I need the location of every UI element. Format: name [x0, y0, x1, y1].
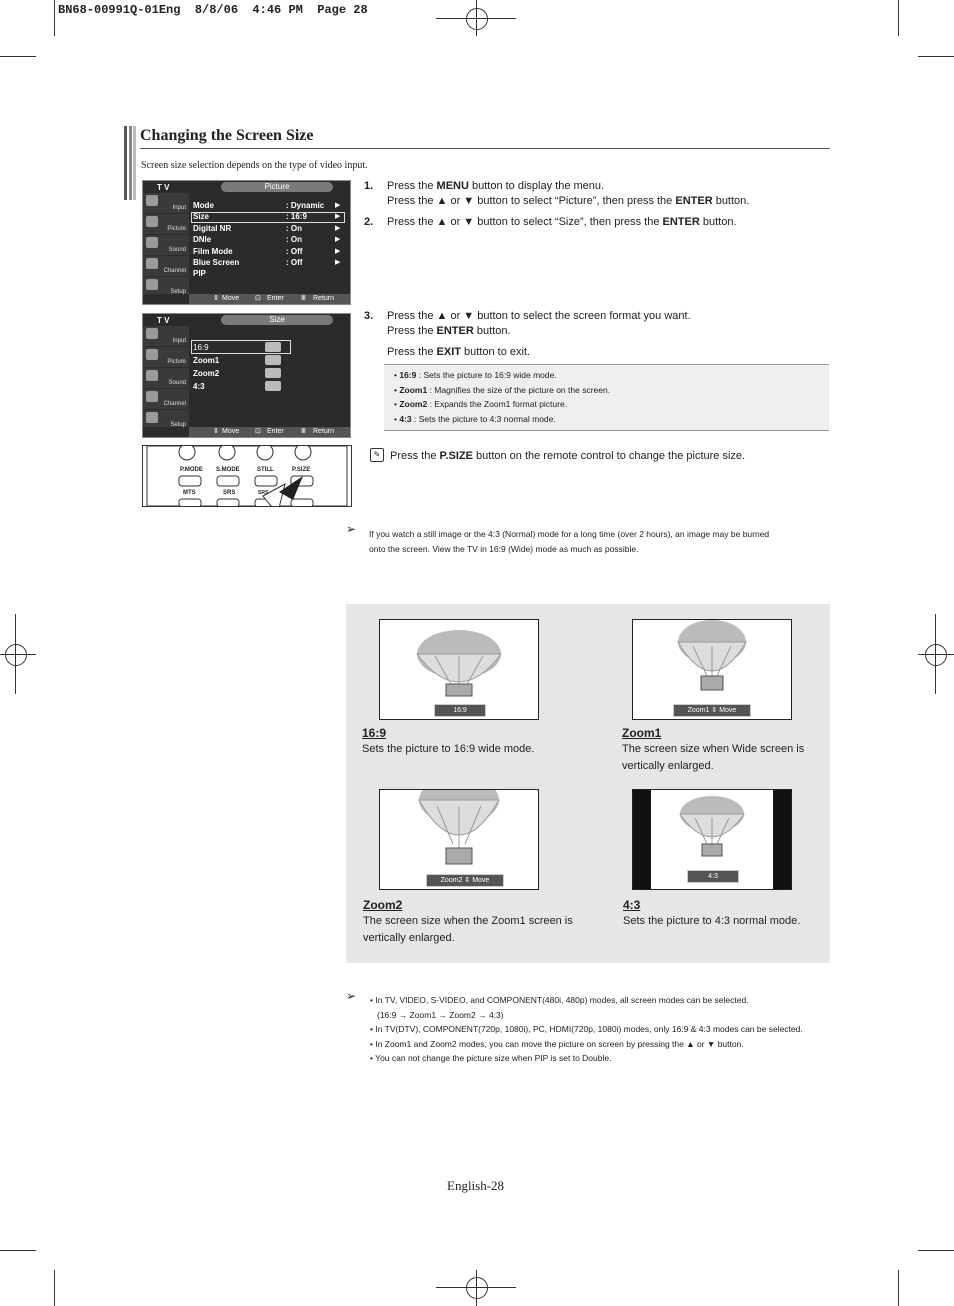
crop-mark	[898, 1270, 899, 1306]
screen-zoom2-preview	[379, 789, 539, 890]
screen-zoom1-preview	[632, 619, 792, 720]
osd-footer: ⇕ Move ⊡ Enter Ⅲ Return	[189, 427, 350, 437]
osd-row-label: Film Mode	[193, 247, 233, 256]
size-preview-icon	[265, 342, 281, 352]
step-3-text: Press the ▲ or ▼ button to select the screen format you want. Press the ENTER button. Press the EXIT button to exit.	[387, 310, 691, 358]
channel-icon	[146, 391, 158, 402]
step-1-text: Press the MENU button to display the menu. Press the ▲ or ▼ button to select “Picture”, then press the ENTER button.	[387, 180, 750, 207]
mode-description: The screen size when Wide screen is vertically enlarged.	[622, 743, 805, 772]
bottom-notes: • In TV, VIDEO, S-VIDEO, and COMPONENT(480i, 480p) modes, all screen modes can be selected. (16:9 → Zoom1 → Zoom2 → 4:3) • In TV(DTV), COMPONENT(720p, 1080i), PC, HDMI(720p, 1080i) modes, only 16:9 & 4:3 modes can be selected. • In Zoom1 and Zoom2 modes, you can move the picture on screen by pressing the ▲ or ▼ button. • You can not change the picture size when PIP is set to Double.	[370, 995, 803, 1064]
screen-4-3-preview	[632, 789, 792, 890]
osd-row-value: : Off	[286, 258, 303, 267]
remote-control-illustration: P.MODE S.MODE STILL P.SIZE MTS SRS SRS	[142, 445, 352, 507]
mode-tag: Zoom2 ⇕ Move	[426, 874, 504, 887]
registration-mark	[466, 1277, 488, 1299]
osd-row-label: DNIe	[193, 235, 212, 244]
setup-icon	[146, 412, 158, 423]
osd-sidebar-item: Input	[143, 326, 189, 347]
osd-row-value: : On	[286, 224, 302, 233]
registration-mark	[925, 644, 947, 666]
osd-row-label: Blue Screen	[193, 258, 240, 267]
mode-description: The screen size when the Zoom1 screen is vertically enlarged.	[363, 915, 573, 944]
move-icon: ⇕	[213, 295, 219, 302]
step-number: 3.	[364, 310, 374, 322]
sound-icon	[146, 237, 158, 248]
mode-description: Sets the picture to 4:3 normal mode.	[623, 915, 801, 927]
note-arrow-icon: ➢	[346, 522, 357, 536]
size-preview-icon	[265, 368, 281, 378]
size-modes-note	[384, 364, 829, 431]
return-icon: Ⅲ	[301, 428, 306, 435]
note-arrow-icon: ➢	[346, 989, 357, 1003]
size-preview-icon	[265, 355, 281, 365]
input-icon	[146, 328, 158, 339]
section-title: Changing the Screen Size	[140, 127, 314, 144]
osd-sidebar-item: Setup	[143, 410, 189, 431]
enter-icon: ⊡	[255, 428, 261, 435]
arrow-right-icon: ▶	[335, 259, 341, 266]
osd-sidebar-item: Sound	[143, 368, 189, 389]
remote-outline-icon	[143, 446, 351, 506]
move-icon: ⇕	[213, 428, 219, 435]
size-preview-icon	[265, 381, 281, 391]
mode-tag: 16:9	[434, 704, 486, 717]
arrow-right-icon: ▶	[335, 248, 341, 255]
mode-tag: Zoom1 ⇕ Move	[673, 704, 751, 717]
note-item: • 16:9 : Sets the picture to 16:9 wide mode.	[394, 370, 557, 380]
osd-row-label: Mode	[193, 201, 214, 210]
sound-icon	[146, 370, 158, 381]
enter-icon: ⊡	[255, 295, 261, 302]
osd-sidebar-item: Sound	[143, 235, 189, 256]
osd-sidebar-item: Picture	[143, 214, 189, 235]
mode-title: 4:3	[623, 898, 641, 912]
registration-mark	[466, 8, 488, 30]
osd-sidebar-item: Input	[143, 193, 189, 214]
mode-title: Zoom2	[363, 898, 403, 912]
osd-sidebar-item: Setup	[143, 277, 189, 298]
picture-icon	[146, 349, 158, 360]
picture-icon	[146, 216, 158, 227]
arrow-right-icon: ▶	[335, 202, 341, 209]
step-number: 2.	[364, 216, 374, 228]
osd-row-label: Size	[193, 212, 210, 221]
print-slug: BN68-00991Q-01Eng 8/8/06 4:46 PM Page 28	[58, 3, 368, 17]
section-intro: Screen size selection depends on the type of video input.	[141, 160, 368, 171]
arrow-right-icon: ▶	[335, 213, 341, 220]
psize-note: Press the P.SIZE button on the remote control to change the picture size.	[390, 450, 746, 462]
input-icon	[146, 195, 158, 206]
osd-row-label: Digital NR	[193, 224, 232, 233]
memo-icon: ✎	[370, 448, 384, 462]
crop-mark	[918, 56, 954, 57]
note-item: • Zoom2 : Expands the Zoom1 format picture.	[394, 399, 568, 409]
screen-16-9-preview	[379, 619, 539, 720]
arrow-right-icon: ▶	[335, 225, 341, 232]
burn-in-note: If you watch a still image or the 4:3 (Normal) mode for a long time (over 2 hours), an image may be burned onto the screen. View the TV in 16:9 (Wide) mode as much as possible.	[369, 529, 770, 554]
osd-sidebar-item: Picture	[143, 347, 189, 368]
title-rule	[140, 148, 830, 149]
osd-row-label: PIP	[193, 269, 206, 278]
section-marker	[124, 126, 136, 200]
osd-size-option: 4:3	[193, 382, 205, 391]
osd-size-option: Zoom2	[193, 369, 220, 378]
osd-header: Picture	[221, 182, 333, 192]
osd-row-value: : Dynamic	[286, 201, 325, 210]
osd-sidebar-item: Channel	[143, 256, 189, 277]
crop-mark	[918, 1250, 954, 1251]
osd-size-option: Zoom1	[193, 356, 220, 365]
osd-footer: ⇕ Move ⊡ Enter Ⅲ Return	[189, 294, 350, 304]
crop-mark	[54, 0, 55, 36]
setup-icon	[146, 279, 158, 290]
mode-description: Sets the picture to 16:9 wide mode.	[362, 743, 535, 755]
step-2-text: Press the ▲ or ▼ button to select “Size”, then press the ENTER button.	[387, 216, 737, 228]
osd-tv-label: T V	[157, 183, 170, 192]
osd-sidebar	[143, 326, 189, 427]
note-item: • Zoom1 : Magnifies the size of the picture on the screen.	[394, 385, 611, 395]
mode-tag: 4:3	[687, 870, 739, 883]
osd-size-option: 16:9	[193, 343, 209, 352]
osd-sidebar	[143, 193, 189, 294]
osd-row-value: : Off	[286, 247, 303, 256]
screen-size-examples-panel	[346, 604, 830, 963]
osd-selection-highlight	[191, 212, 345, 223]
crop-mark	[898, 0, 899, 36]
mode-title: Zoom1	[622, 726, 662, 740]
osd-sidebar-item: Channel	[143, 389, 189, 410]
crop-mark	[54, 1270, 55, 1306]
osd-picture-menu	[142, 180, 351, 305]
return-icon: Ⅲ	[301, 295, 306, 302]
channel-icon	[146, 258, 158, 269]
crop-mark	[0, 56, 36, 57]
registration-mark	[5, 644, 27, 666]
note-item: • 4:3 : Sets the picture to 4:3 normal mode.	[394, 414, 556, 424]
osd-header: Size	[221, 315, 333, 325]
osd-tv-label: T V	[157, 316, 170, 325]
letterbox-area	[651, 790, 773, 889]
step-number: 1.	[364, 180, 374, 192]
mode-title: 16:9	[362, 726, 387, 740]
osd-row-value: : 16:9	[286, 212, 307, 221]
page-number: English-28	[447, 1178, 505, 1193]
crop-mark	[0, 1250, 36, 1251]
osd-size-menu	[142, 313, 351, 438]
arrow-right-icon: ▶	[335, 236, 341, 243]
osd-row-value: : On	[286, 235, 302, 244]
